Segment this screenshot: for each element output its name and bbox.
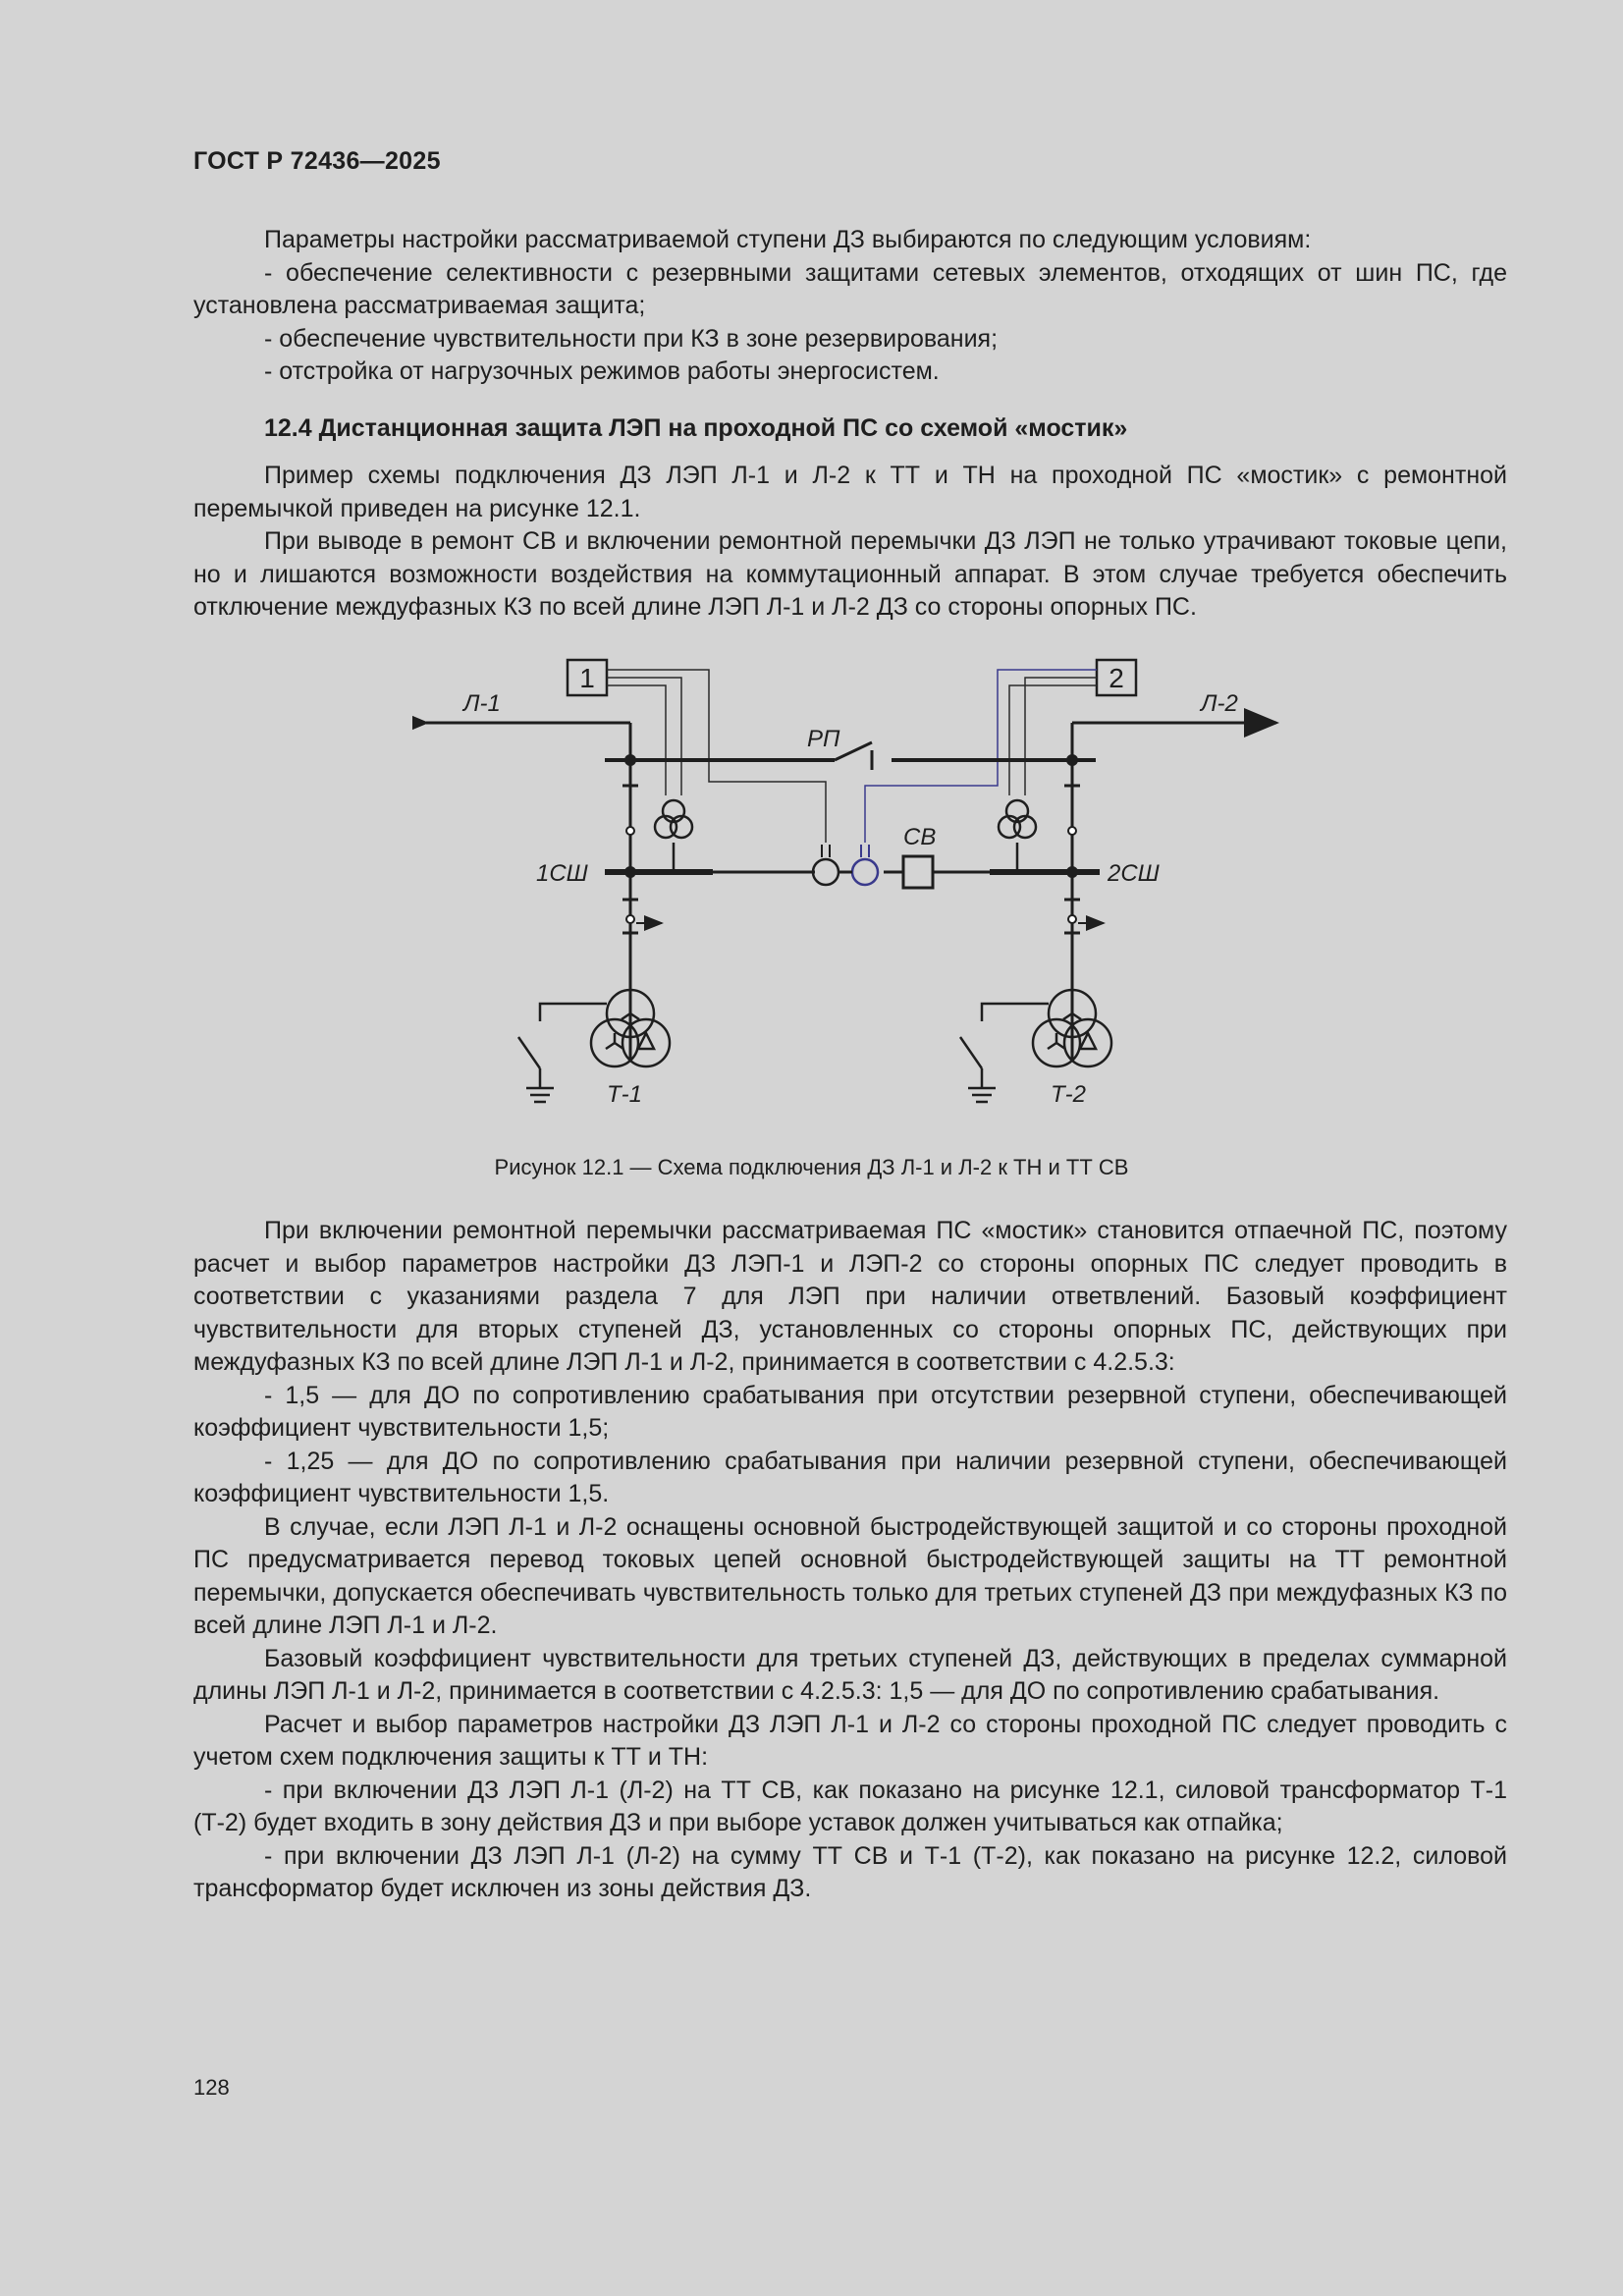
paragraph: При выводе в ремонт СВ и включении ремонтной перемычки ДЗ ЛЭП не только утрачивают токовые цепи, но и лишаются возможности воздействия на коммутационный аппарат. В этом случае требуется обеспечить отключение междуфазных КЗ по всей длине ЛЭП Л-1 и Л-2 ДЗ со стороны опорных ПС. bbox=[193, 527, 1507, 621]
voltage-transformer-left bbox=[655, 800, 692, 872]
paragraph: В случае, если ЛЭП Л-1 и Л-2 оснащены основной быстродействующей защитой и со стороны проходной ПС предусматривается перевод токовых цепей основной быстродействующей защиты на ТТ ремонтной перемычки, допускается обеспечивать чувствительность только для третьих ступеней ДЗ при междуфазных КЗ по всей длине ЛЭП Л-1 и Л-2. bbox=[193, 1512, 1507, 1639]
list-item: - 1,25 — для ДО по сопротивлению срабатывания при наличии резервной ступени, обеспечивающей коэффициент чувствительности 1,5. bbox=[193, 1447, 1507, 1507]
list-item: - при включении ДЗ ЛЭП Л-1 (Л-2) на сумму ТТ СВ и Т-1 (Т-2), как показано на рисунке 12.2, силовой трансформатор будет исключен из зоны действия ДЗ. bbox=[193, 1841, 1507, 1902]
box-1-wiring bbox=[607, 670, 826, 843]
power-transformer-t2 bbox=[960, 990, 1111, 1102]
list-item: - обеспечение чувствительности при КЗ в зоне резервирования; bbox=[264, 324, 999, 353]
list-item: - при включении ДЗ ЛЭП Л-1 (Л-2) на ТТ СВ, как показано на рисунке 12.1, силовой трансформатор Т-1 (Т-2) будет входить в зону действия ДЗ и при выборе уставок должен учитываться как отпайка; bbox=[193, 1776, 1507, 1836]
bus-1sh-label: 1СШ bbox=[536, 860, 588, 887]
paragraph: Базовый коэффициент чувствительности для третьих ступеней ДЗ, действующих в пределах суммарной длины ЛЭП Л-1 и Л-2, принимается в соответствии с 4.2.5.3: 1,5 — для ДО по сопротивлению срабатывания. bbox=[193, 1644, 1507, 1705]
section-intro-block bbox=[193, 460, 1507, 625]
page-number: 128 bbox=[193, 2075, 230, 2100]
rp-disconnector-blade bbox=[835, 742, 872, 760]
box-1-label: 1 bbox=[579, 663, 595, 693]
paragraph: Параметры настройки рассматриваемой ступени ДЗ выбираются по следующим условиям: bbox=[264, 226, 1312, 253]
line-l2-label: Л-2 bbox=[1201, 690, 1238, 717]
document-code-header: ГОСТ Р 72436—2025 bbox=[193, 147, 441, 175]
power-transformer-t1 bbox=[518, 990, 670, 1102]
figure-caption: Рисунок 12.1 — Схема подключения ДЗ Л-1 и Л-2 к ТН и ТТ СВ bbox=[494, 1155, 1129, 1179]
paragraph: Пример схемы подключения ДЗ ЛЭП Л-1 и Л-2 к ТТ и ТН на проходной ПС «мостик» с ремонтной перемычкой приведен на рисунке 12.1. bbox=[193, 462, 1507, 522]
circuit-diagram bbox=[412, 648, 1296, 1129]
section-heading: 12.4 Дистанционная защита ЛЭП на проходной ПС со схемой «мостик» bbox=[264, 414, 1128, 442]
intro-text-block bbox=[193, 224, 1507, 389]
rp-label: РП bbox=[807, 726, 840, 752]
list-item: - отстройка от нагрузочных режимов работы энергосистем. bbox=[264, 357, 940, 385]
main-text-block bbox=[193, 1215, 1507, 1906]
line-l1-label: Л-1 bbox=[463, 690, 501, 717]
bus-2sh-label: 2СШ bbox=[1108, 860, 1160, 887]
current-transformer-sv bbox=[813, 845, 878, 885]
protection-box-2 bbox=[1097, 660, 1136, 695]
box-2-label: 2 bbox=[1109, 663, 1124, 693]
list-item: - 1,5 — для ДО по сопротивлению срабатывания при отсутствии резервной ступени, обеспечивающей коэффициент чувствительности 1,5; bbox=[193, 1381, 1507, 1442]
figure-12-1-diagram bbox=[412, 648, 1296, 1129]
paragraph: При включении ремонтной перемычки рассматриваемая ПС «мостик» становится отпаечной ПС, поэтому расчет и выбор параметров настройки ДЗ ЛЭП-1 и ЛЭП-2 со стороны опорных ПС следует проводить в соответствии с указаниями раздела 7 для ЛЭП при наличии ответвлений. Базовый коэффициент чувствительности для вторых ступеней ДЗ, установленных со стороны опорных ПС, действующих при междуфазных КЗ по всей длине ЛЭП Л-1 и Л-2, принимается в соответствии с 4.2.5.3: bbox=[193, 1217, 1507, 1376]
voltage-transformer-right bbox=[999, 800, 1036, 872]
box-2-wiring bbox=[865, 670, 1097, 843]
t2-label: Т-2 bbox=[1051, 1081, 1086, 1108]
list-item: - обеспечение селективности с резервными защитами сетевых элементов, отходящих от шин ПС, где установлена рассматриваемая защита; bbox=[193, 258, 1507, 319]
sv-label: СВ bbox=[903, 824, 937, 850]
paragraph: Расчет и выбор параметров настройки ДЗ ЛЭП Л-1 и Л-2 со стороны проходной ПС следует проводить с учетом схем подключения защиты к ТТ и ТН: bbox=[193, 1710, 1507, 1771]
sectional-breaker-sv bbox=[903, 856, 933, 888]
protection-box-1 bbox=[568, 660, 607, 695]
t1-label: Т-1 bbox=[607, 1081, 642, 1108]
